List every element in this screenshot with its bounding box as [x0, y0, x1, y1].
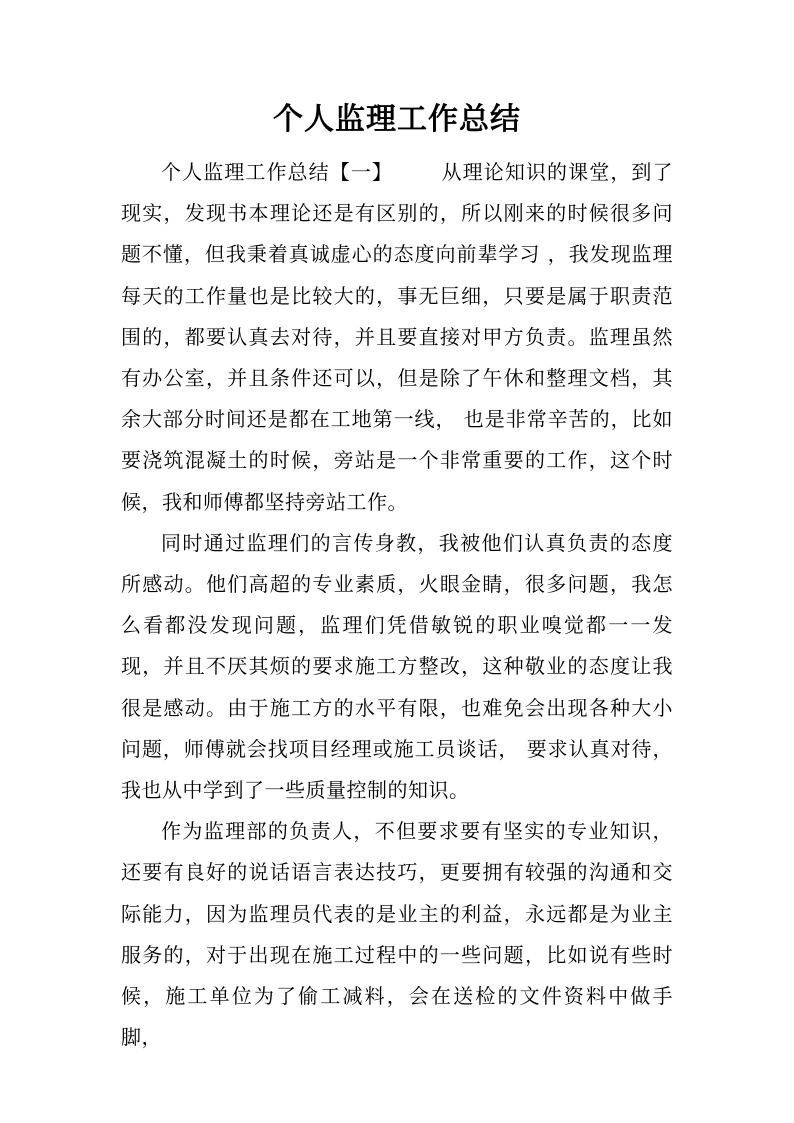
- paragraph-2: 同时通过监理们的言传身教，我被他们认真负责的态度所感动。他们高超的专业素质，火眼金睛，很多问题，我怎么看都没发现问题，监理们凭借敏锐的职业嗅觉都一一发现，并且不厌其烦的要求施工方整改，这种敬业的态度让我很是感动。由于施工方的水平有限，也难免会出现各种大小问题，师傅就会找项目经理或施工员谈话， 要求认真对待，我也从中学到了一些质量控制的知识。: [121, 530, 673, 803]
- document-body: [121, 152, 673, 1058]
- paragraph-3: 作为监理部的负责人，不但要求要有坚实的专业知识，还要有良好的说话语言表达技巧，更要拥有较强的沟通和交际能力，因为监理员代表的是业主的利益，永远都是为业主服务的，对于出现在施工过程中的一些问题，比如说有些时候，施工单位为了偷工减料，会在送检的文件资料中做手脚，: [121, 819, 673, 1050]
- paragraph-1-text: 从理论知识的课堂，到了现实，发现书本理论还是有区别的，所以刚来的时候很多问题不懂，但我秉着真诚虚心的态度向前辈学习 ，我发现监理每天的工作量也是比较大的，事无巨细，只要是属于职责范围的，都要认真去对待，并且要直接对甲方负责。监理虽然有办公室，并且条件还可以，但是除了午休和整理文档，其余大部分时间还是都在工地第一线， 也是非常辛苦的，比如要浇筑混凝土的时候，旁站是一个非常重要的工作，这个时候，我和师傅都坚持旁站工作。: [121, 160, 673, 514]
- paragraph-1: [121, 152, 673, 523]
- paragraph-1-heading: 个人监理工作总结【一】: [161, 160, 393, 184]
- document-title: 个人监理工作总结: [273, 102, 521, 137]
